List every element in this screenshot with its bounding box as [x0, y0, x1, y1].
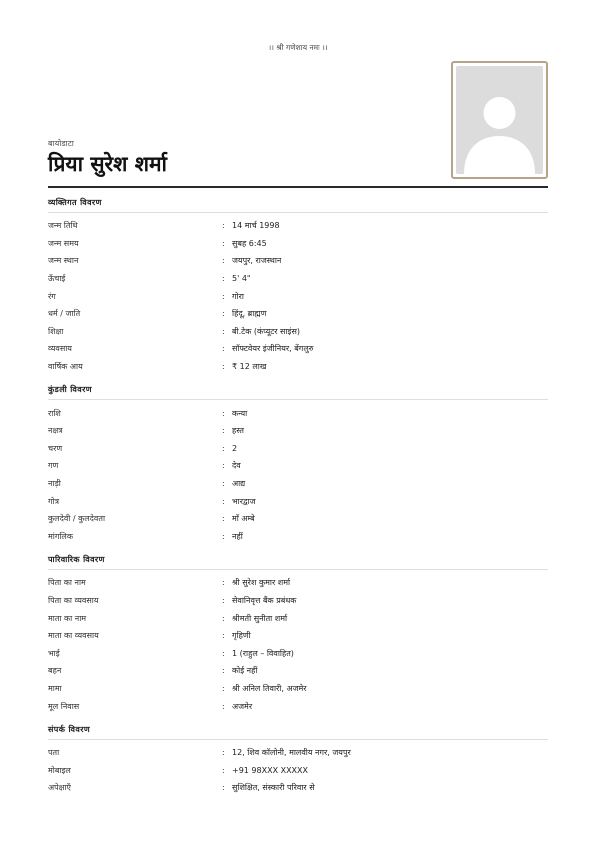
detail-row — [48, 305, 548, 323]
detail-label: जन्म समय — [48, 238, 79, 248]
detail-label: मूल निवास — [48, 701, 80, 711]
detail-row — [48, 609, 548, 627]
detail-row — [48, 340, 548, 358]
detail-row — [48, 252, 548, 270]
separator: : — [222, 362, 225, 372]
detail-value: 2 — [232, 443, 238, 453]
section-title: व्यक्तिगत विवरण — [48, 197, 548, 213]
detail-value: श्री अनिल तिवारी, अजमेर — [232, 683, 307, 693]
section — [48, 724, 548, 797]
section-title: संपर्क विवरण — [48, 724, 548, 740]
detail-label: मांगलिक — [48, 531, 73, 541]
detail-row — [48, 457, 548, 475]
detail-label: राशि — [48, 408, 61, 418]
detail-value: 14 मार्च 1998 — [232, 221, 280, 231]
detail-value: जयपुर, राजस्थान — [232, 256, 282, 266]
detail-label: गोत्र — [48, 496, 59, 506]
detail-label: पिता का व्यवसाय — [48, 595, 99, 605]
separator: : — [222, 783, 225, 793]
detail-label: धर्म / जाति — [48, 309, 81, 319]
detail-row — [48, 492, 548, 510]
detail-label: व्यवसाय — [48, 344, 72, 354]
detail-value: भारद्वाज — [232, 496, 256, 506]
detail-row — [48, 627, 548, 645]
section — [48, 197, 548, 375]
separator: : — [222, 631, 225, 641]
document-label: बायोडाटा — [48, 139, 74, 148]
detail-value: ₹ 12 लाख — [232, 362, 267, 372]
detail-value: हिंदू, ब्राह्मण — [232, 309, 267, 319]
detail-row — [48, 475, 548, 493]
detail-label: ऊँचाई — [48, 274, 66, 284]
detail-value: सुबह 6:45 — [232, 238, 267, 248]
separator: : — [222, 461, 225, 471]
detail-value: गृहिणी — [232, 631, 251, 641]
detail-value: कोई नहीं — [232, 666, 258, 676]
separator: : — [222, 309, 225, 319]
detail-label: जन्म तिथि — [48, 221, 78, 231]
section-title: पारिवारिक विवरण — [48, 554, 548, 570]
separator: : — [222, 238, 225, 248]
detail-label: कुलदेवी / कुलदेवता — [48, 514, 106, 524]
detail-row — [48, 270, 548, 288]
detail-row — [48, 404, 548, 422]
detail-row — [48, 744, 548, 762]
profile-photo — [451, 61, 548, 179]
detail-row — [48, 644, 548, 662]
detail-row — [48, 662, 548, 680]
separator: : — [222, 701, 225, 711]
detail-label: भाई — [48, 648, 60, 658]
header-divider — [48, 186, 548, 188]
detail-label: अपेक्षाएँ — [48, 783, 71, 793]
detail-value: सुशिक्षित, संस्कारी परिवार से — [232, 783, 315, 793]
detail-value: श्री सुरेश कुमार शर्मा — [232, 578, 291, 588]
detail-value: 5' 4" — [232, 274, 251, 284]
separator: : — [222, 765, 225, 775]
separator: : — [222, 274, 225, 284]
detail-row — [48, 235, 548, 253]
detail-row — [48, 358, 548, 376]
detail-value: सॉफ्टवेयर इंजीनियर, बेंगलुरु — [232, 344, 314, 354]
separator: : — [222, 648, 225, 658]
detail-row — [48, 510, 548, 528]
separator: : — [222, 344, 225, 354]
detail-value: हस्त — [232, 426, 244, 436]
separator: : — [222, 221, 225, 231]
detail-label: नक्षत्र — [48, 426, 63, 436]
detail-label: पता — [48, 748, 60, 758]
section — [48, 384, 548, 545]
detail-label: मामा — [48, 683, 62, 693]
separator: : — [222, 748, 225, 758]
detail-label: जन्म स्थान — [48, 256, 79, 266]
separator: : — [222, 408, 225, 418]
separator: : — [222, 531, 225, 541]
detail-value: माँ अम्बे — [232, 514, 255, 524]
detail-value: गोरा — [232, 291, 244, 301]
detail-row — [48, 217, 548, 235]
detail-value: कन्या — [232, 408, 248, 418]
detail-label: माता का व्यवसाय — [48, 631, 99, 641]
separator: : — [222, 326, 225, 336]
detail-label: वार्षिक आय — [48, 362, 83, 372]
detail-label: नाड़ी — [48, 479, 61, 489]
candidate-name: प्रिया सुरेश शर्मा — [48, 152, 167, 176]
section — [48, 554, 548, 715]
detail-row — [48, 287, 548, 305]
detail-row — [48, 323, 548, 341]
separator: : — [222, 443, 225, 453]
detail-row — [48, 697, 548, 715]
detail-row — [48, 592, 548, 610]
detail-label: मोबाइल — [48, 765, 71, 775]
detail-value: अजमेर — [232, 701, 253, 711]
detail-label: माता का नाम — [48, 613, 87, 623]
header — [48, 138, 167, 177]
detail-label: गण — [48, 461, 59, 471]
detail-row — [48, 680, 548, 698]
detail-value: आद्य — [232, 479, 246, 489]
detail-label: चरण — [48, 443, 63, 453]
separator: : — [222, 496, 225, 506]
section-title: कुंडली विवरण — [48, 384, 548, 400]
separator: : — [222, 613, 225, 623]
separator: : — [222, 666, 225, 676]
detail-value: देव — [232, 461, 241, 471]
detail-row — [48, 440, 548, 458]
invocation-text: ।। श्री गणेशाय नमः ।। — [268, 43, 328, 52]
separator: : — [222, 514, 225, 524]
detail-row — [48, 422, 548, 440]
detail-row — [48, 779, 548, 797]
separator: : — [222, 683, 225, 693]
detail-row — [48, 574, 548, 592]
detail-value: नहीं — [232, 531, 243, 541]
detail-label: पिता का नाम — [48, 578, 86, 588]
detail-label: रंग — [48, 291, 56, 301]
biodata-sections — [48, 197, 548, 806]
separator: : — [222, 479, 225, 489]
separator: : — [222, 256, 225, 266]
detail-row — [48, 528, 548, 546]
separator: : — [222, 595, 225, 605]
person-silhouette-icon — [456, 66, 543, 174]
detail-label: बहन — [48, 666, 62, 676]
detail-value: +91 98XXX XXXXX — [232, 765, 308, 775]
detail-row — [48, 761, 548, 779]
detail-label: शिक्षा — [48, 326, 64, 336]
separator: : — [222, 291, 225, 301]
separator: : — [222, 426, 225, 436]
detail-value: 1 (राहुल – विवाहित) — [232, 648, 294, 658]
separator: : — [222, 578, 225, 588]
detail-value: सेवानिवृत्त बैंक प्रबंधक — [232, 595, 297, 605]
detail-value: श्रीमती सुनीता शर्मा — [232, 613, 288, 623]
detail-value: 12, शिव कॉलोनी, मालवीय नगर, जयपुर — [232, 748, 351, 758]
detail-value: बी.टेक (कंप्यूटर साइंस) — [232, 326, 300, 336]
